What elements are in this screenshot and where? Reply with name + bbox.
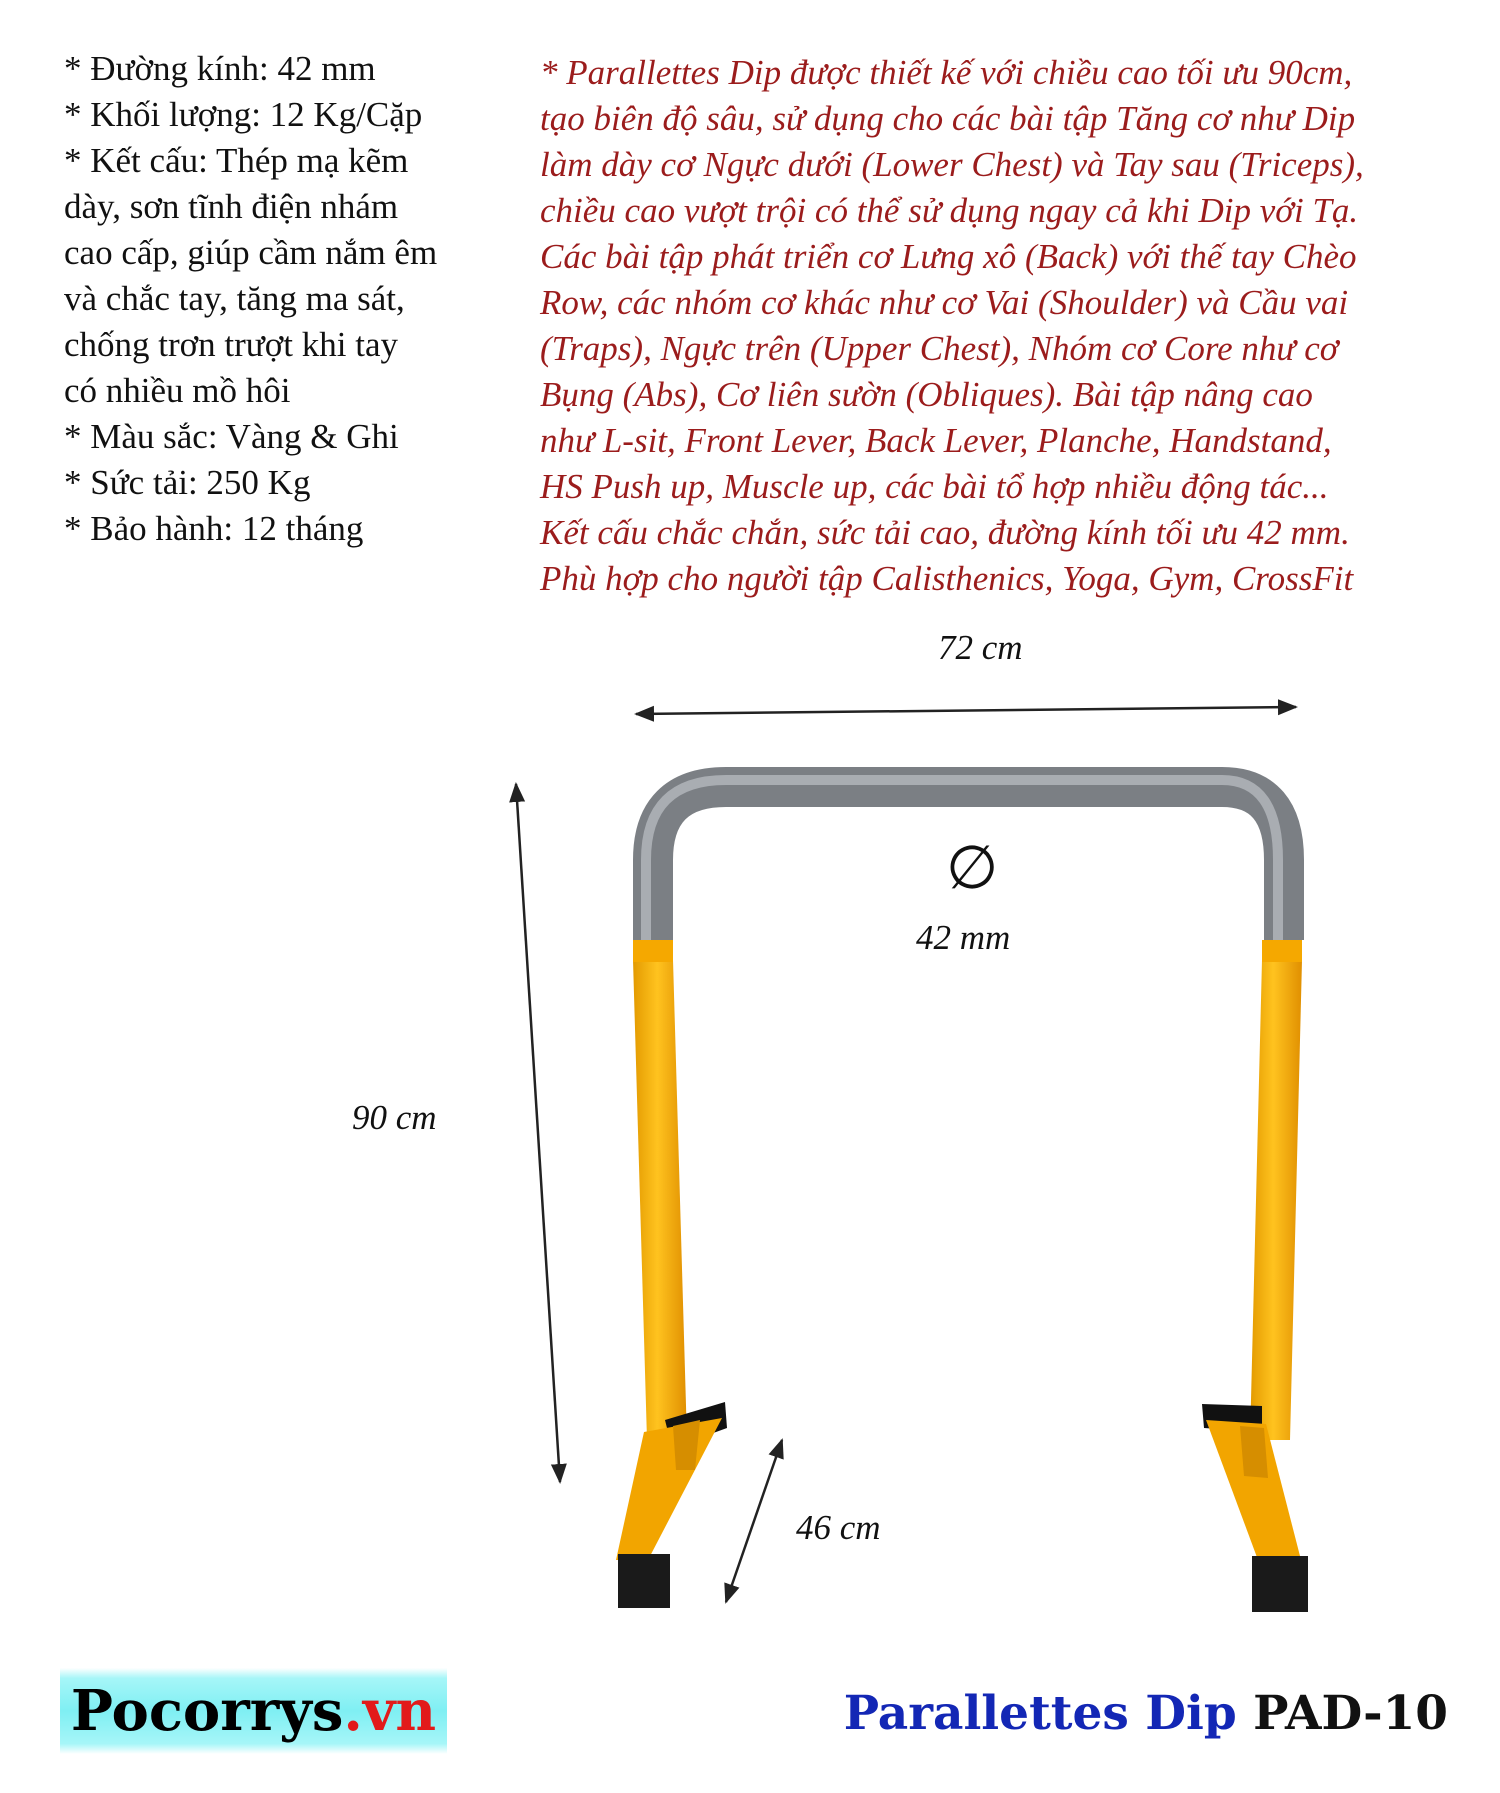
- product-name: Parallettes Dip: [843, 1686, 1237, 1741]
- description-line: làm dày cơ Ngực dưới (Lower Chest) và Tay sau (Triceps),: [540, 145, 1364, 184]
- spec-line: cao cấp, giúp cầm nắm êm: [64, 233, 438, 272]
- spec-line: chống trơn trượt khi tay: [64, 325, 398, 364]
- spec-line: dày, sơn tĩnh điện nhám: [64, 187, 399, 226]
- brand-tld: .vn: [343, 1678, 437, 1744]
- description-line: * Parallettes Dip được thiết kế với chiều cao tối ưu 90cm,: [540, 53, 1353, 92]
- description-line: HS Push up, Muscle up, các bài tổ hợp nhiều động tác...: [540, 467, 1329, 506]
- spec-line: * Sức tải: 250 Kg: [64, 463, 311, 502]
- brand-name: Pocorrys: [70, 1678, 344, 1744]
- depth-label: 46 cm: [796, 1508, 881, 1547]
- description-line: Bụng (Abs), Cơ liên sườn (Obliques). Bài tập nâng cao: [540, 375, 1313, 414]
- diameter-symbol: ∅: [946, 835, 999, 901]
- left-leg: [616, 940, 727, 1608]
- spec-line: có nhiều mồ hôi: [64, 371, 291, 410]
- description-line: Phù hợp cho người tập Calisthenics, Yoga, Gym, CrossFit: [540, 559, 1354, 598]
- spec-line: * Màu sắc: Vàng & Ghi: [64, 417, 399, 456]
- height-arrow: [516, 784, 560, 1482]
- height-label: 90 cm: [352, 1098, 437, 1137]
- spec-line: và chắc tay, tăng ma sát,: [64, 279, 405, 318]
- diameter-label: 42 mm: [916, 918, 1011, 957]
- description-line: Row, các nhóm cơ khác như cơ Vai (Shoulder) và Cầu vai: [540, 283, 1349, 322]
- right-leg: [1202, 940, 1308, 1612]
- description-line: tạo biên độ sâu, sử dụng cho các bài tập Tăng cơ như Dip: [540, 99, 1356, 138]
- width-label: 72 cm: [938, 628, 1023, 667]
- description-line: Kết cấu chắc chắn, sức tải cao, đường kính tối ưu 42 mm.: [540, 513, 1350, 552]
- description-line: (Traps), Ngực trên (Upper Chest), Nhóm cơ Core như cơ: [540, 329, 1339, 368]
- spec-line: * Khối lượng: 12 Kg/Cặp: [64, 95, 423, 134]
- spec-line: * Kết cấu: Thép mạ kẽm: [64, 141, 409, 180]
- product-title: [844, 1686, 1448, 1741]
- product-model: PAD-10: [1253, 1686, 1448, 1741]
- description-line: Các bài tập phát triển cơ Lưng xô (Back) với thế tay Chèo: [540, 237, 1357, 276]
- brand-logo: [60, 1668, 447, 1754]
- description-line: như L-sit, Front Lever, Back Lever, Planche, Handstand,: [540, 421, 1332, 460]
- description-line: chiều cao vượt trội có thể sử dụng ngay cả khi Dip với Tạ.: [540, 191, 1359, 230]
- spec-line: * Đường kính: 42 mm: [64, 49, 376, 88]
- width-arrow: [636, 707, 1296, 714]
- spec-line: * Bảo hành: 12 tháng: [64, 509, 364, 548]
- depth-arrow: [726, 1440, 782, 1602]
